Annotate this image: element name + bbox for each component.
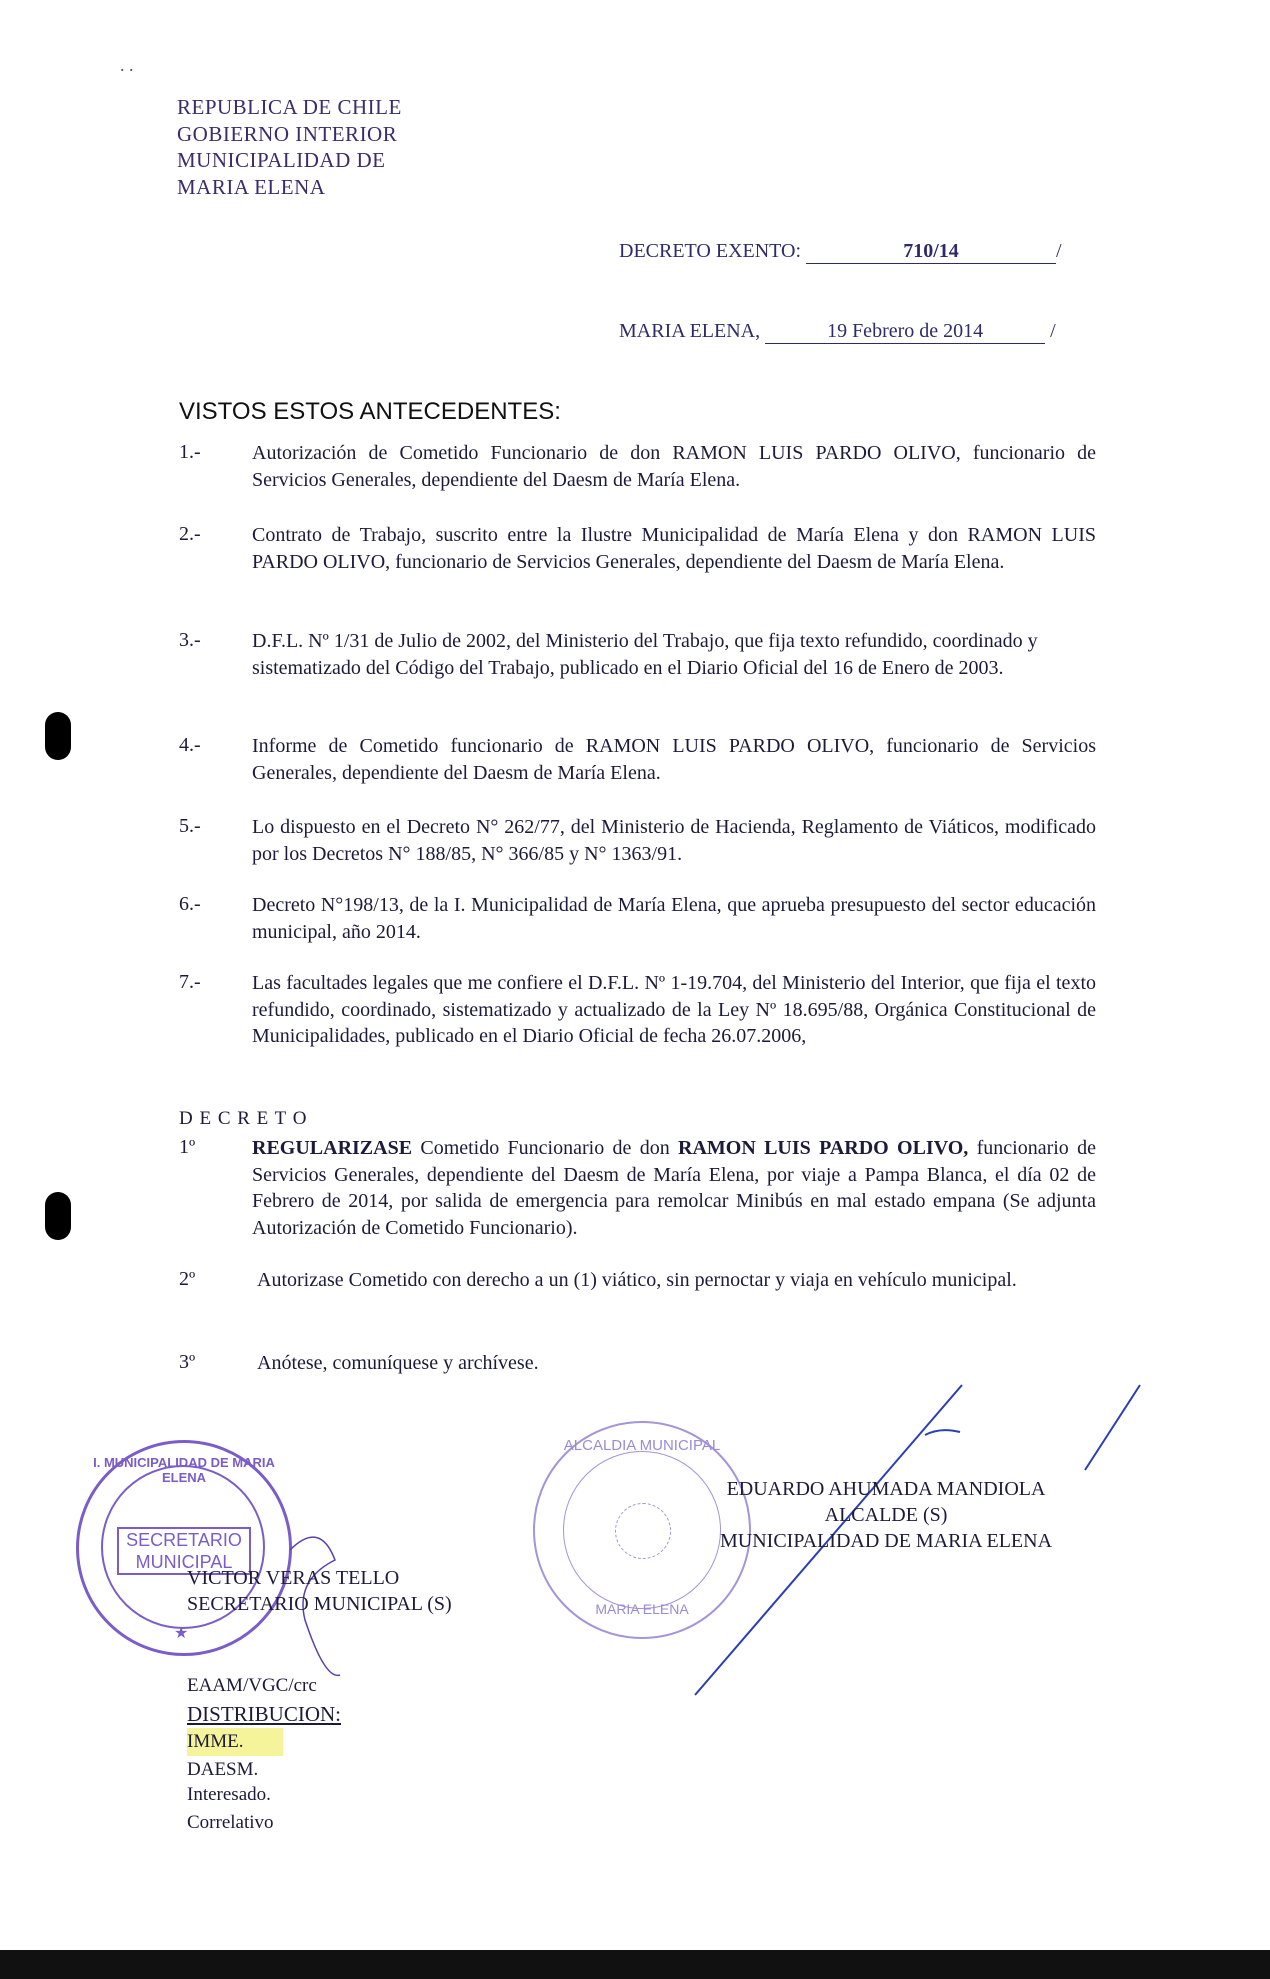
header-line: MUNICIPALIDAD DE: [177, 148, 386, 172]
item-number: 5.-: [179, 815, 201, 837]
stamp-center-text: MUNICIPAL: [135, 1552, 233, 1572]
stamp-ring-text: ALCALDIA MUNICIPAL: [563, 1437, 721, 1454]
vistos-item-text: D.F.L. Nº 1/31 de Julio de 2002, del Ministerio del Trabajo, que fija texto refundido, coordinado y sistematizado del Código del Trabajo, publicado en el Diario Oficial del 16 de Enero de 2003.: [252, 630, 1038, 679]
stamp-ring-text: MARIA ELENA: [595, 1601, 689, 1617]
item-number: 3.-: [179, 629, 201, 651]
item-number: 1º: [179, 1136, 196, 1158]
decree-exento-label: DECRETO EXENTO:: [619, 240, 802, 262]
bold-text: REGULARIZASE: [252, 1137, 413, 1159]
vistos-title: VISTOS ESTOS ANTECEDENTES:: [179, 398, 561, 425]
vistos-item-text: Las facultades legales que me confiere el D.F.L. Nº 1-19.704, del Ministerio del Interior, que fija el texto refundido, coordinado, sistematizado y actualizado de la Ley Nº 18.695/88, Orgánica Constitucional de Municipalidades, publicado en el Diario Oficial de fecha 26.07.2006,: [252, 972, 1096, 1047]
secretario-signature-block: [187, 1565, 452, 1617]
vistos-item-text: Autorización de Cometido Funcionario de don RAMON LUIS PARDO OLIVO, funcionario de Servicios Generales, dependiente del Daesm de María Elena.: [252, 442, 1096, 491]
item-number: 7.-: [179, 971, 201, 993]
signer-title: SECRETARIO MUNICIPAL (S): [187, 1593, 452, 1615]
star-icon: ★: [174, 1625, 189, 1642]
header-line: MARIA ELENA: [177, 175, 326, 199]
stamp-ring-text: I. MUNICIPALIDAD DE MARIA ELENA: [93, 1455, 275, 1485]
signer-name: EDUARDO AHUMADA MANDIOLA: [726, 1478, 1046, 1500]
signer-title: ALCALDE (S): [824, 1504, 948, 1526]
item-number: 2º: [179, 1268, 196, 1290]
item-number: 3º: [179, 1351, 196, 1373]
text: Cometido Funcionario de don: [412, 1137, 679, 1159]
text: funcionario de Servicios Generales, dependiente del Daesm de María Elena, por viaje a Pampa Blanca, el día 02 de Febrero de 2014, por salida de emergencia para remolcar Minibús en mal estado empana (Se adjunta Autorización de Cometido Funcionario).: [252, 1137, 1096, 1239]
scan-border: [0, 1950, 1270, 1979]
alcalde-signature-block: [720, 1476, 1052, 1554]
decreto-item-text: Anótese, comuníquese y archívese.: [257, 1352, 539, 1374]
scan-mark: . .: [120, 55, 134, 75]
punch-hole: [45, 712, 71, 760]
signer-org: MUNICIPALIDAD DE MARIA ELENA: [720, 1530, 1053, 1552]
header-line: REPUBLICA DE CHILE: [177, 95, 402, 119]
vistos-item-text: Decreto N°198/13, de la I. Municipalidad de María Elena, que aprueba presupuesto del sector educación municipal, año 2014.: [252, 894, 1096, 943]
decree-number-line: DECRETO EXENTO: 710/14 /: [619, 240, 1062, 262]
date: 19 Febrero de 2014: [765, 320, 1045, 344]
decreto-item-text: Autorizase Cometido con derecho a un (1) viático, sin pernoctar y viaja en vehículo municipal.: [257, 1269, 1017, 1291]
distribution-item: DAESM.: [187, 1759, 259, 1780]
vistos-item-text: Contrato de Trabajo, suscrito entre la Ilustre Municipalidad de María Elena y don RAMON LUIS PARDO OLIVO, funcionario de Servicios Generales, dependiente del Daesm de María Elena.: [252, 524, 1096, 573]
item-number: 2.-: [179, 523, 201, 545]
distribution-item: Interesado.: [187, 1784, 271, 1805]
distribution-item: Correlativo: [187, 1812, 274, 1833]
distribution-item: IMME.: [187, 1728, 283, 1756]
stamp-center-text: SECRETARIO: [126, 1530, 242, 1550]
signer-name: VICTOR VERAS TELLO: [187, 1567, 400, 1589]
decreto-title: D E C R E T O: [179, 1108, 308, 1129]
punch-hole: [45, 1192, 71, 1240]
decree-number: 710/14: [806, 240, 1056, 264]
header-line: GOBIERNO INTERIOR: [177, 122, 398, 146]
place: MARIA ELENA,: [619, 320, 761, 342]
vistos-item-text: Lo dispuesto en el Decreto N° 262/77, del Ministerio de Hacienda, Reglamento de Viáticos, modificado por los Decretos N° 188/85, N° 366/85 y N° 1363/91.: [252, 816, 1096, 865]
item-number: 6.-: [179, 893, 201, 915]
vistos-item-text: Informe de Cometido funcionario de RAMON LUIS PARDO OLIVO, funcionario de Servicios Generales, dependiente del Daesm de María Elena.: [252, 735, 1096, 784]
item-number: 1.-: [179, 441, 201, 463]
place-date-line: MARIA ELENA, 19 Febrero de 2014 /: [619, 320, 1056, 342]
initials: EAAM/VGC/crc: [187, 1675, 317, 1696]
bold-text: RAMON LUIS PARDO OLIVO,: [678, 1137, 969, 1159]
distribucion-title: DISTRIBUCION:: [187, 1702, 342, 1726]
item-number: 4.-: [179, 734, 201, 756]
